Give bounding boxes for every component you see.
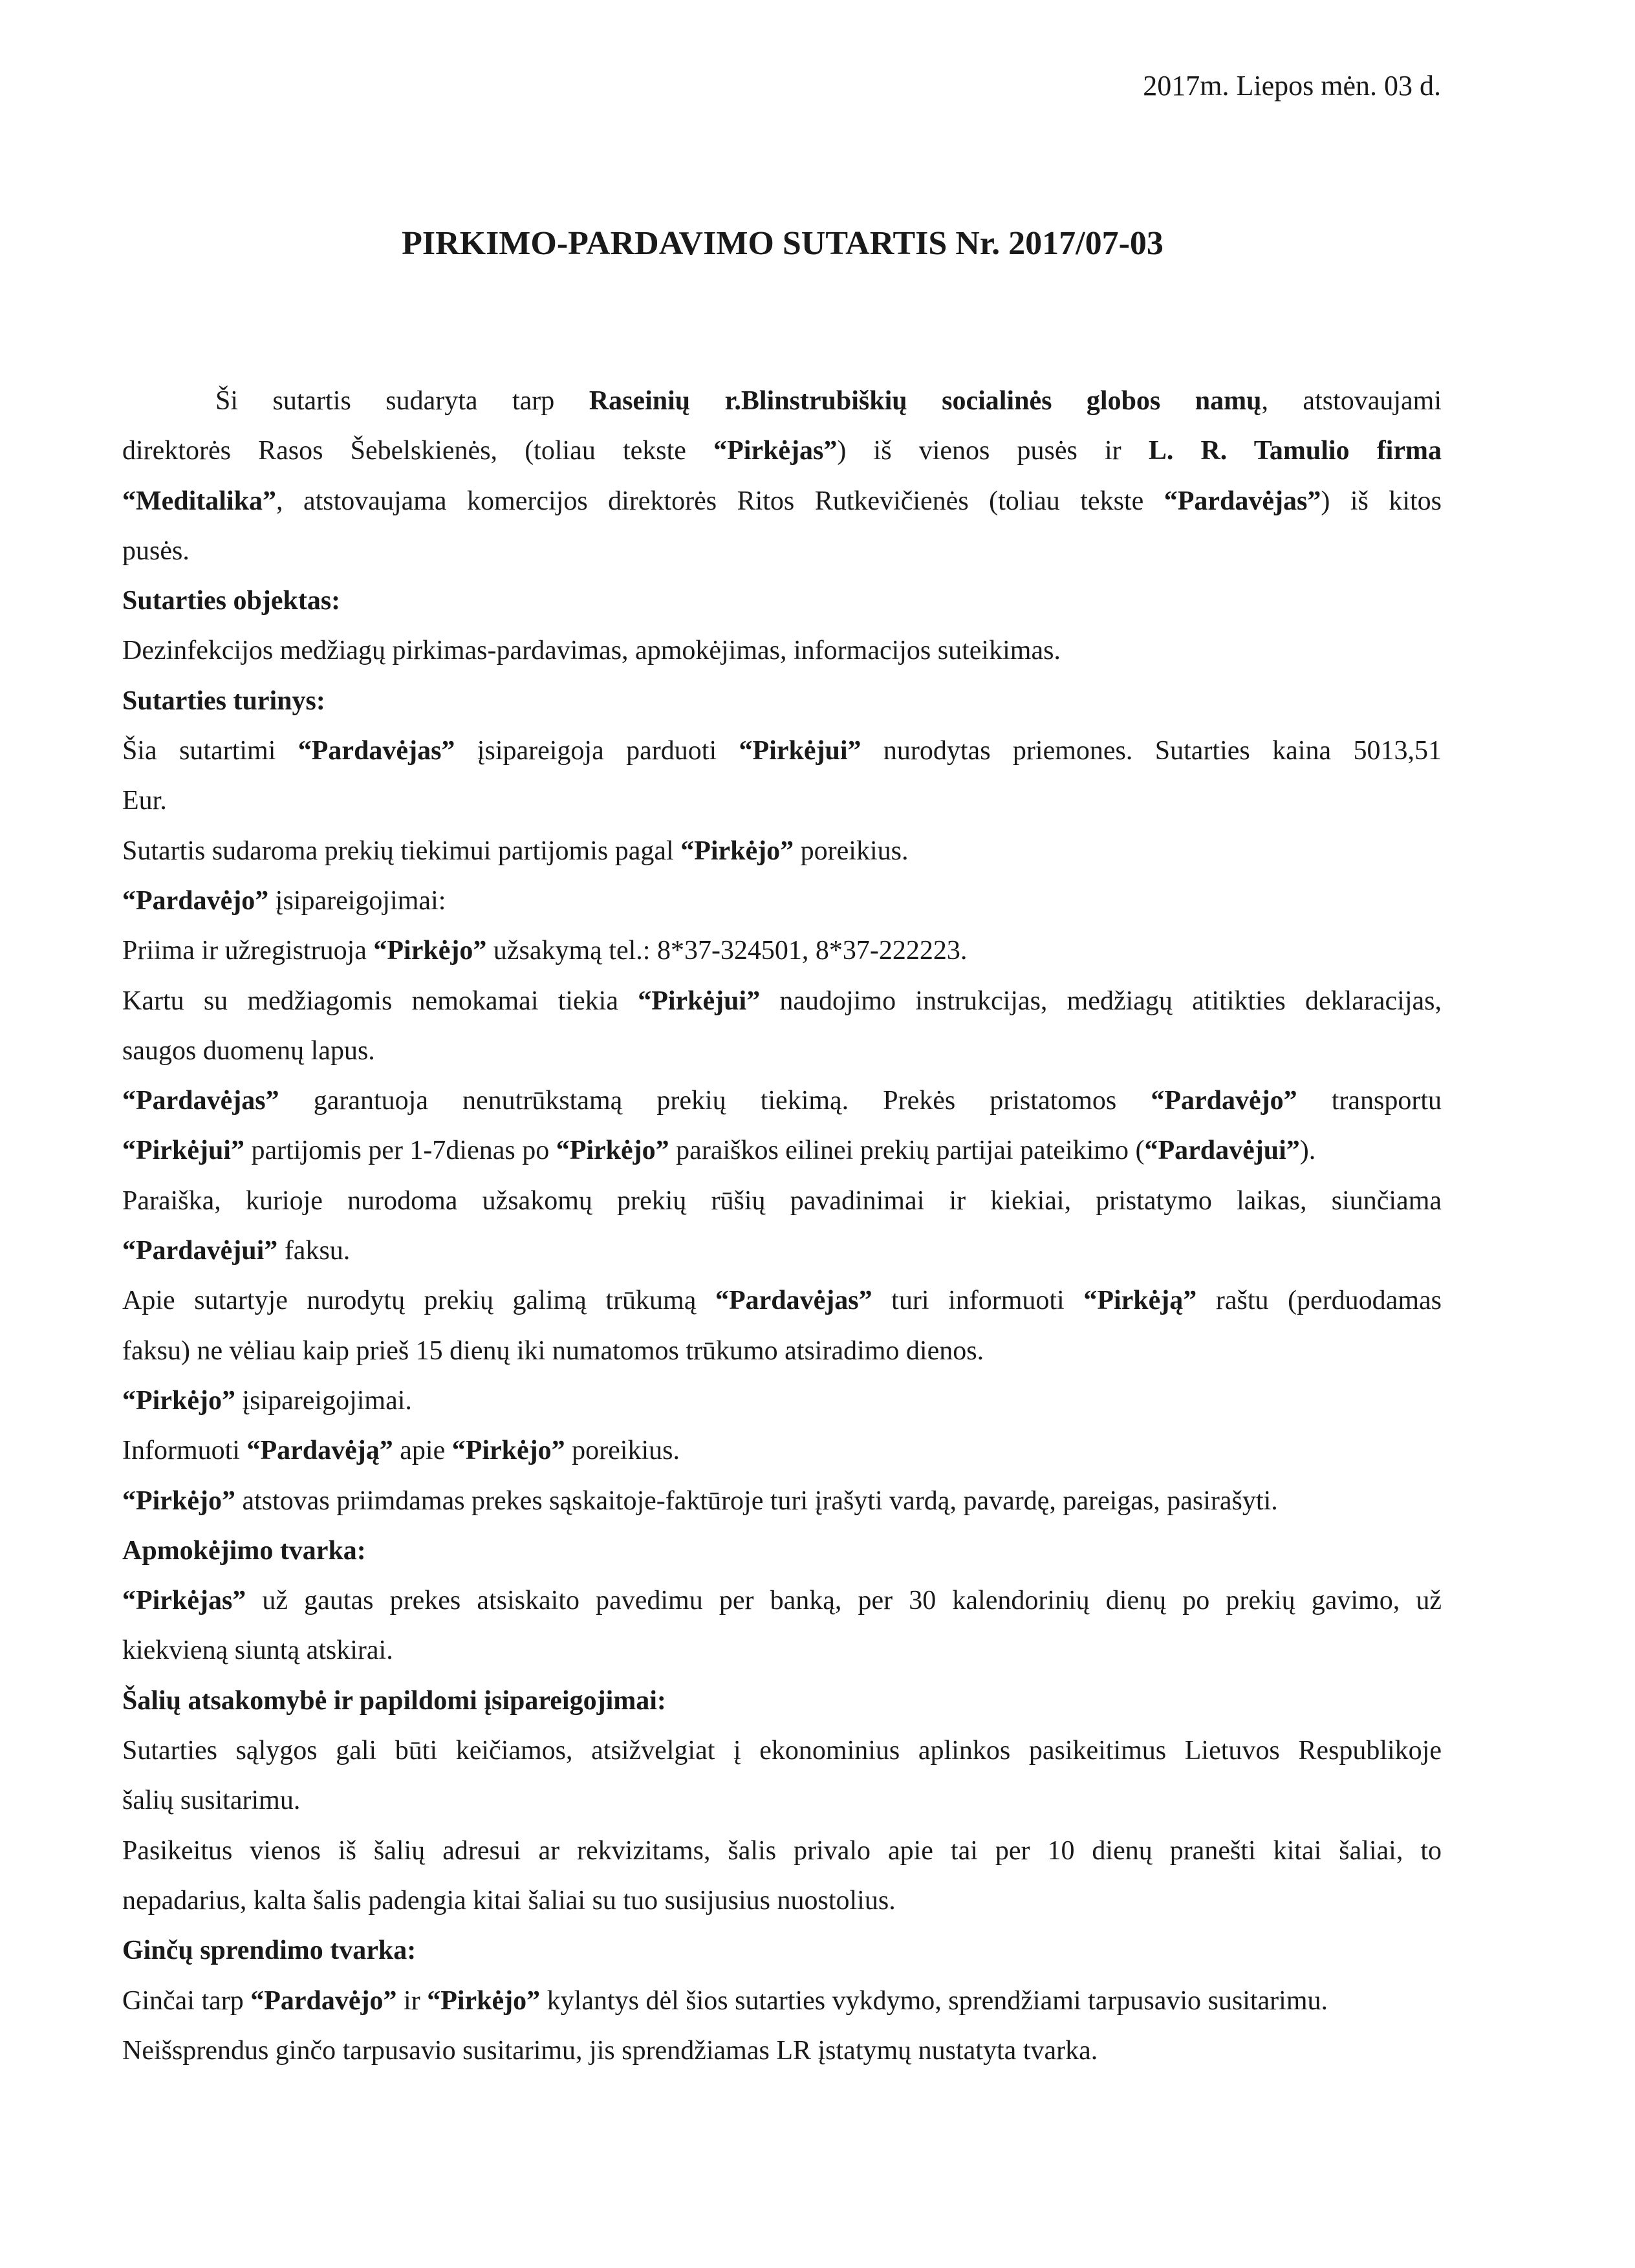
text-line <box>122 426 1442 476</box>
text: Kartu su medžiagomis nemokamai tiekia <box>122 986 638 1016</box>
text: Šia sutartimi <box>122 736 298 766</box>
text-line <box>122 376 1442 426</box>
bold-text: “Pardavėją” <box>246 1436 393 1466</box>
text-line <box>122 1826 1442 1876</box>
text: ). <box>1299 1136 1316 1166</box>
text: Dezinfekcijos medžiagų pirkimas-pardavimas, apmokėjimas, informacijos suteikimas. <box>122 636 1061 666</box>
bold-text: “Pardavėjui” <box>122 1236 278 1266</box>
contract-paragraph <box>122 1726 1442 1826</box>
text: Eur. <box>122 786 167 816</box>
text-line <box>122 626 1442 676</box>
bold-text: “Pardavėjo” <box>1151 1086 1297 1116</box>
text: garantuoja nenutrūkstamą prekių tiekimą. Prekės pristatomos <box>279 1086 1151 1116</box>
bold-text: “Pardavėjo” <box>122 885 269 916</box>
text: Pasikeitus vienos iš šalių adresui ar rekvizitams, šalis privalo apie tai per 10 dienų pranešti kitai šaliai, to <box>122 1835 1442 1866</box>
contract-paragraph <box>122 926 1442 976</box>
text: Ši sutartis sudaryta tarp <box>215 386 589 416</box>
text: pusės. <box>122 535 189 566</box>
text-line <box>122 1376 1442 1426</box>
text: nepadarius, kalta šalis padengia kitai šaliai su tuo susijusius nuostolius. <box>122 1885 896 1916</box>
text-line <box>122 1976 1442 2026</box>
bold-text: “Pirkėjo” <box>373 936 487 966</box>
bold-text: “Pirkėjo” <box>556 1136 669 1166</box>
contract-paragraph <box>122 676 1442 726</box>
text-line <box>122 1926 1442 1976</box>
text-line <box>122 1676 1442 1726</box>
bold-text: “Pardavėjui” <box>1144 1136 1300 1166</box>
text-line <box>122 1226 1442 1276</box>
bold-text: “Pirkėjui” <box>122 1136 244 1166</box>
contract-paragraph <box>122 626 1442 676</box>
text-line <box>122 926 1442 976</box>
text-line <box>122 1426 1442 1476</box>
text-line <box>122 977 1442 1026</box>
text: Sutartis sudaroma prekių tiekimui partijomis pagal <box>122 836 681 866</box>
text-line <box>122 1076 1442 1126</box>
text: partijomis per 1-7dienas po <box>244 1136 556 1166</box>
text: paraiškos eilinei prekių partijai pateikimo ( <box>669 1136 1145 1166</box>
contract-paragraph <box>122 1476 1442 1526</box>
text: faksu. <box>277 1236 351 1266</box>
contract-paragraph <box>122 1076 1442 1176</box>
bold-text: “Pirkėjas” <box>713 436 838 466</box>
text-line <box>122 1526 1442 1576</box>
bold-text: L. R. Tamulio firma <box>1148 436 1442 466</box>
text: faksu) ne vėliau kaip prieš 15 dienų iki numatomos trūkumo atsiradimo dienos. <box>122 1335 984 1366</box>
bold-text: “Pirkėjas” <box>122 1586 246 1616</box>
bold-text: “Pirkėjo” <box>427 1985 541 2016</box>
bold-text: Raseinių r.Blinstrubiškių socialinės globos namų <box>589 386 1262 416</box>
bold-text: “Meditalika” <box>122 486 276 516</box>
text: poreikius. <box>565 1436 680 1466</box>
contract-paragraph <box>122 1976 1442 2026</box>
text: ir <box>396 1985 428 2016</box>
bold-text: “Pardavėjas” <box>715 1286 872 1316</box>
text: Neišsprendus ginčo tarpusavio susitarimu, jis sprendžiamas LR įstatymų nustatyta tvarka. <box>122 2035 1098 2066</box>
text: nurodytas priemones. Sutarties kaina 5013,51 <box>861 736 1442 766</box>
bold-text: Apmokėjimo tvarka: <box>122 1535 366 1566</box>
text: užsakymą tel.: 8*37-324501, 8*37-222223. <box>486 936 968 966</box>
contract-paragraph <box>122 1926 1442 1976</box>
bold-text: “Pirkėjo” <box>122 1485 235 1516</box>
bold-text: “Pirkėją” <box>1083 1286 1197 1316</box>
contract-paragraph <box>122 1426 1442 1476</box>
text-line <box>122 876 1442 926</box>
text-line <box>122 1026 1442 1076</box>
text-line <box>122 526 1442 576</box>
text-line <box>122 1176 1442 1226</box>
bold-text: “Pirkėjui” <box>739 736 861 766</box>
bold-text: “Pirkėjui” <box>638 986 761 1016</box>
text-line <box>122 1876 1442 1926</box>
bold-text: “Pirkėjo” <box>451 1436 565 1466</box>
text-line <box>122 676 1442 726</box>
text: Informuoti <box>122 1436 247 1466</box>
contract-paragraph <box>122 1276 1442 1376</box>
text: , atstovaujami <box>1261 386 1442 416</box>
text: saugos duomenų lapus. <box>122 1035 375 1066</box>
text: ) iš kitos <box>1321 486 1442 516</box>
contract-paragraph <box>122 1576 1442 1676</box>
text: apie <box>393 1436 452 1466</box>
text-line <box>122 2026 1442 2076</box>
bold-text: Šalių atsakomybė ir papildomi įsipareigojimai: <box>122 1685 666 1716</box>
bold-text: “Pardavėjo” <box>250 1985 397 2016</box>
contract-paragraph <box>122 1826 1442 1927</box>
text: direktorės Rasos Šebelskienės, (toliau tekste <box>122 436 714 466</box>
bold-text: “Pardavėjas” <box>298 736 455 766</box>
text: įsipareigojimai: <box>268 885 446 916</box>
text-line <box>122 1776 1442 1826</box>
text: Ginčai tarp <box>122 1985 251 2016</box>
text: kiekvieną siuntą atskirai. <box>122 1636 393 1666</box>
bold-text: “Pirkėjo” <box>122 1385 235 1416</box>
text: transportu <box>1297 1086 1442 1116</box>
contract-paragraph <box>122 1526 1442 1576</box>
text: už gautas prekes atsiskaito pavedimu per banką, per 30 kalendorinių dienų po prekių gavimo, už <box>246 1586 1442 1616</box>
text-line <box>122 776 1442 826</box>
text: Paraiška, kurioje nurodoma užsakomų prekių rūšių pavadinimai ir kiekiai, pristatymo laikas, siunčiama <box>122 1185 1442 1216</box>
bold-text: “Pardavėjas” <box>122 1086 279 1116</box>
text: Priima ir užregistruoja <box>122 936 374 966</box>
text-line <box>122 1126 1442 1176</box>
text-line <box>122 1476 1442 1526</box>
text-line <box>122 826 1442 876</box>
contract-paragraph <box>122 1676 1442 1726</box>
contract-paragraph <box>122 977 1442 1077</box>
text: įsipareigojimai. <box>235 1385 412 1416</box>
contract-paragraph <box>122 726 1442 826</box>
text: atstovas priimdamas prekes sąskaitoje-faktūroje turi įrašyti vardą, pavardę, pareigas, pasirašyti. <box>235 1485 1278 1516</box>
text-line <box>122 1626 1442 1676</box>
text-line <box>122 477 1442 526</box>
contract-body <box>122 376 1442 2076</box>
bold-text: “Pirkėjo” <box>680 836 794 866</box>
text: raštu (perduodamas <box>1196 1286 1442 1316</box>
text: kylantys dėl šios sutarties vykdymo, sprendžiami tarpusavio susitarimu. <box>540 1985 1328 2016</box>
bold-text: “Pardavėjas” <box>1164 486 1321 516</box>
contract-paragraph <box>122 826 1442 876</box>
contract-paragraph <box>122 1176 1442 1277</box>
text: Apie sutartyje nurodytų prekių galimą trūkumą <box>122 1286 715 1316</box>
bold-text: Ginčų sprendimo tvarka: <box>122 1936 417 1966</box>
text-line <box>122 1726 1442 1776</box>
text: , atstovaujama komercijos direktorės Ritos Rutkevičienės (toliau tekste <box>276 486 1164 516</box>
document-title: PIRKIMO-PARDAVIMO SUTARTIS Nr. 2017/07-03 <box>402 225 1164 262</box>
contract-paragraph <box>122 2026 1442 2076</box>
contract-paragraph <box>122 1376 1442 1426</box>
text: naudojimo instrukcijas, medžiagų atitikties deklaracijas, <box>760 986 1442 1016</box>
text: šalių susitarimu. <box>122 1786 301 1816</box>
text-line <box>122 726 1442 776</box>
text: poreikius. <box>794 836 909 866</box>
contract-paragraph <box>122 876 1442 926</box>
contract-paragraph <box>122 376 1442 576</box>
bold-text: Sutarties objektas: <box>122 586 341 616</box>
text-line <box>122 1276 1442 1326</box>
text: ) iš vienos pusės ir <box>837 436 1149 466</box>
text-line <box>122 576 1442 626</box>
text: įsipareigoja parduoti <box>455 736 739 766</box>
contract-paragraph <box>122 576 1442 626</box>
text: turi informuoti <box>872 1286 1084 1316</box>
text: Sutarties sąlygos gali būti keičiamos, atsižvelgiat į ekonominius aplinkos pasikeitimus Lietuvos Respublikoje <box>122 1736 1442 1766</box>
text-line <box>122 1326 1442 1376</box>
text-line <box>122 1576 1442 1626</box>
bold-text: Sutarties turinys: <box>122 686 325 716</box>
document-date: 2017m. Liepos mėn. 03 d. <box>1143 70 1441 102</box>
